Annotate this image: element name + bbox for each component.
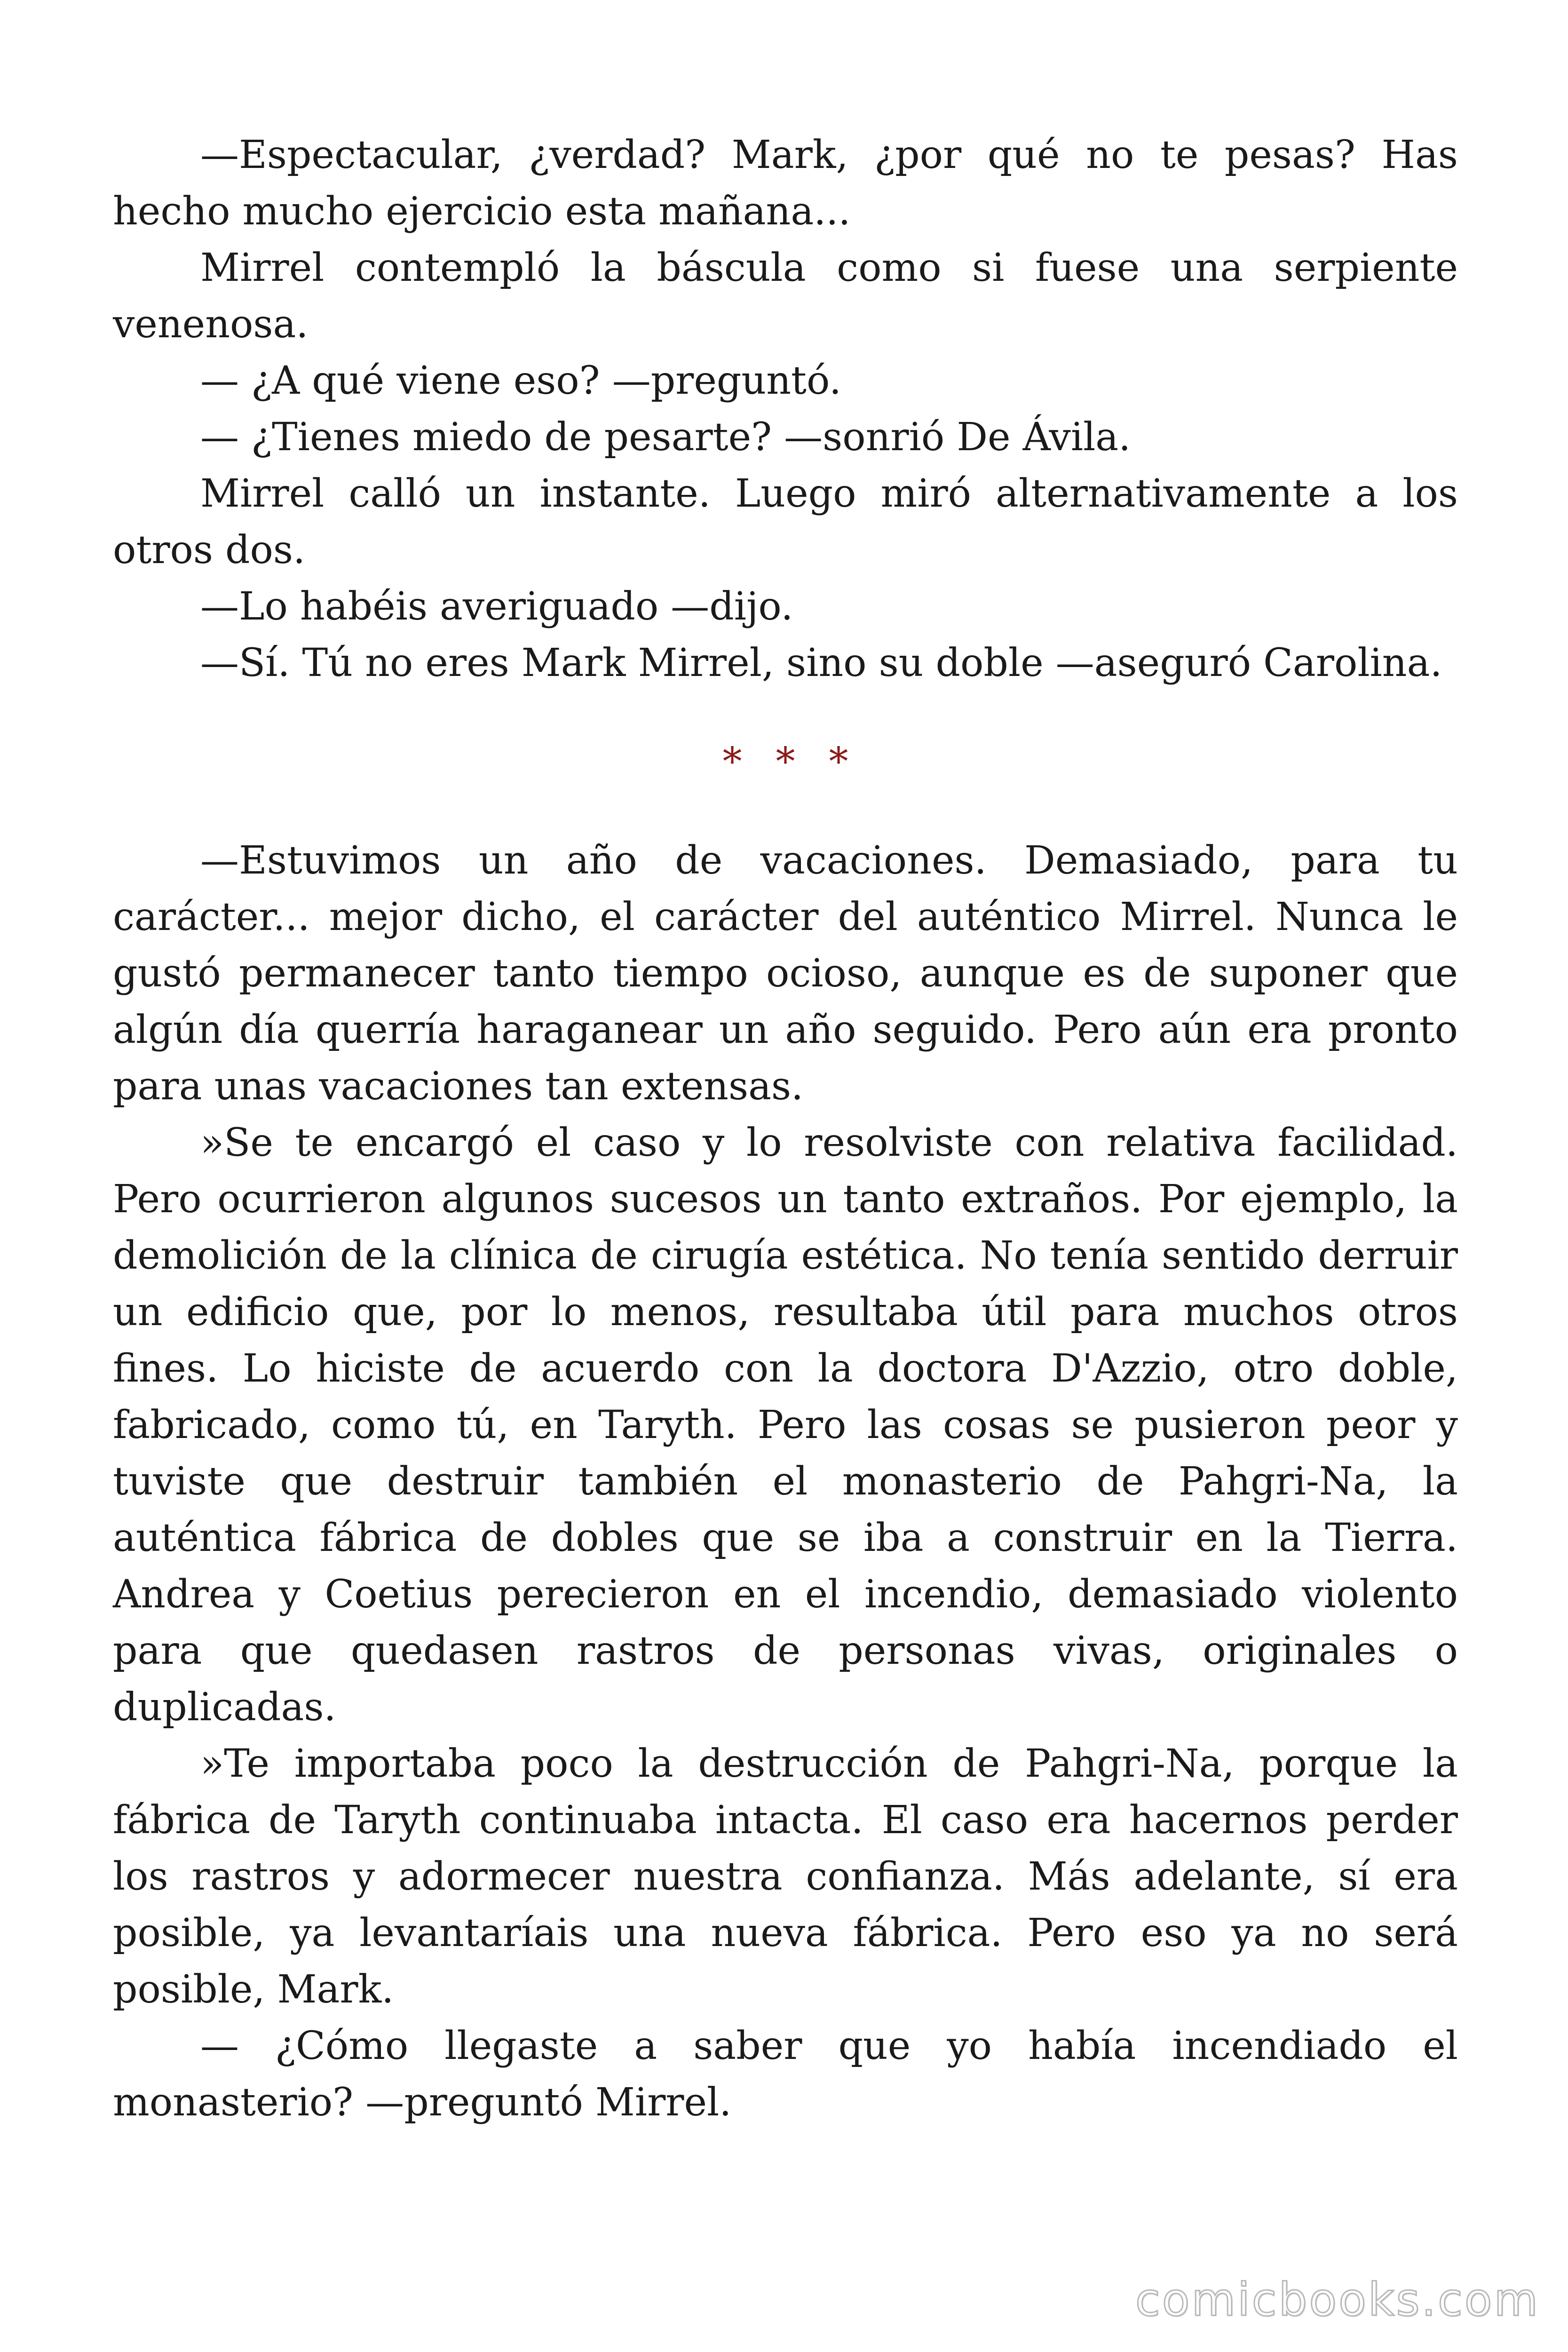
- asterisk-mark: *: [776, 739, 795, 784]
- paragraph: Mirrel calló un instante. Luego miró alternativamente a los otros dos.: [113, 471, 1458, 572]
- asterisk-mark: *: [722, 739, 742, 784]
- section-one: [113, 127, 1458, 691]
- paragraph: —Estuvimos un año de vacaciones. Demasiado, para tu carácter... mejor dicho, el carácter del auténtico Mirrel. Nunca le gustó permanecer tanto tiempo ocioso, aunque es de suponer que algún día querría haraganear un año seguido. Pero aún era pronto para unas vacaciones tan extensas.: [113, 838, 1458, 1109]
- asterisk-mark: *: [829, 739, 848, 784]
- paragraph: Mirrel contempló la báscula como si fuese una serpiente venenosa.: [113, 246, 1458, 347]
- section-two: [113, 833, 1458, 2131]
- paragraph: — ¿A qué viene eso? —preguntó.: [200, 358, 841, 403]
- paragraph: —Sí. Tú no eres Mark Mirrel, sino su doble —aseguró Carolina.: [200, 641, 1442, 685]
- paragraph: »Te importaba poco la destrucción de Pahgri-Na, porque la fábrica de Taryth continuaba intacta. El caso era hacernos perder los rastros y adormecer nuestra confianza. Más adelante, sí era posible, ya levantaríais una nueva fábrica. Pero eso ya no será posible, Mark.: [113, 1741, 1458, 2012]
- paragraph: —Espectacular, ¿verdad? Mark, ¿por qué no te pesas? Has hecho mucho ejercicio esta mañana...: [113, 133, 1458, 234]
- paragraph: — ¿Cómo llegaste a saber que yo había incendiado el monasterio? —preguntó Mirrel.: [113, 2024, 1458, 2125]
- scene-break-separator: [113, 734, 1458, 790]
- site-watermark: comicbooks.com: [1135, 2273, 1540, 2326]
- book-page: [113, 127, 1458, 2131]
- paragraph: — ¿Tienes miedo de pesarte? —sonrió De Ávila.: [200, 415, 1131, 460]
- paragraph: —Lo habéis averiguado —dijo.: [200, 584, 793, 629]
- paragraph: »Se te encargó el caso y lo resolviste con relativa facilidad. Pero ocurrieron algunos sucesos un tanto extraños. Por ejemplo, la demolición de la clínica de cirugía estética. No tenía sentido derruir un edificio que, por lo menos, resultaba útil para muchos otros fines. Lo hiciste de acuerdo con la doctora D'Azzio, otro doble, fabricado, como tú, en Taryth. Pero las cosas se pusieron peor y tuviste que destruir también el monasterio de Pahgri-Na, la auténtica fábrica de dobles que se iba a construir en la Tierra. Andrea y Coetius perecieron en el incendio, demasiado violento para que quedasen rastros de personas vivas, originales o duplicadas.: [113, 1120, 1458, 1730]
